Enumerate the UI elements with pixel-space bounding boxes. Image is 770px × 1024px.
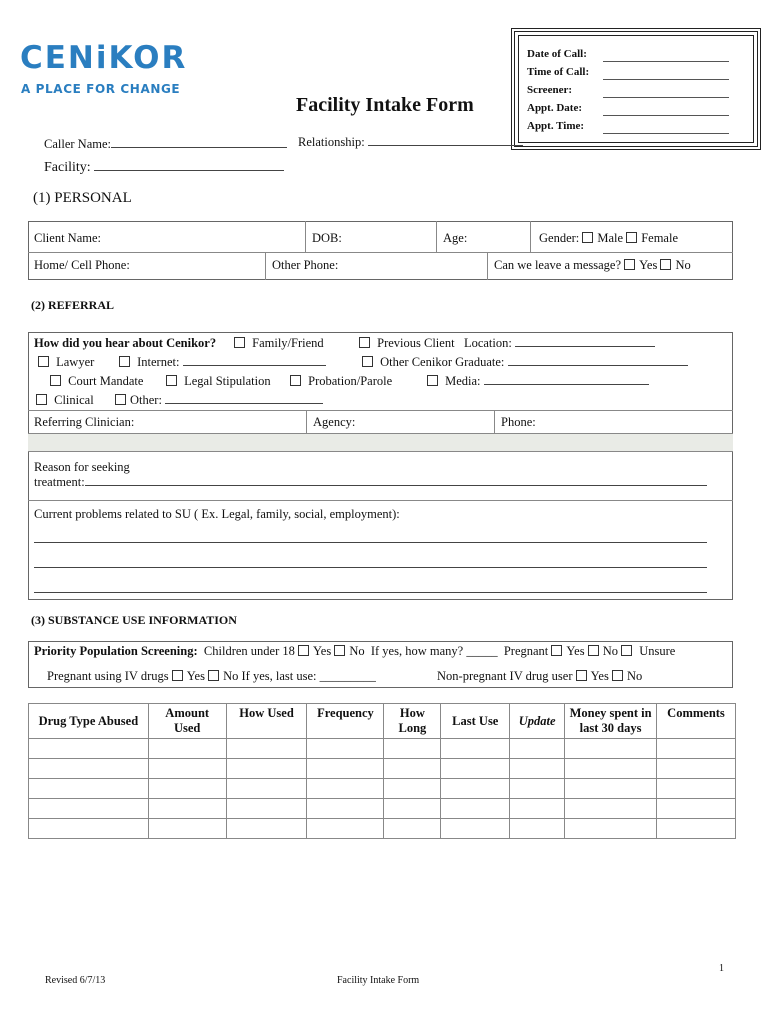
col-how-used: How Used — [226, 704, 307, 739]
no-label: No — [223, 669, 239, 683]
cell[interactable] — [307, 799, 384, 819]
col-frequency: Frequency — [307, 704, 384, 739]
cell[interactable] — [510, 819, 565, 839]
table-header — [29, 704, 736, 739]
yes-label: Yes — [639, 258, 658, 272]
probation-checkbox[interactable] — [290, 375, 301, 386]
table-row — [29, 779, 736, 799]
pregnant-label: Pregnant — [503, 644, 549, 658]
dob-label: DOB: — [312, 231, 342, 245]
reason-label: Reason for seeking — [34, 460, 130, 474]
table-row — [29, 759, 736, 779]
lawyer-label: Lawyer — [56, 355, 95, 369]
cell[interactable] — [384, 779, 441, 799]
cell[interactable] — [656, 799, 735, 819]
col-drug-type: Drug Type Abused — [29, 704, 149, 739]
cell[interactable] — [565, 739, 657, 759]
internet-checkbox[interactable] — [119, 356, 130, 367]
graduate-field[interactable] — [508, 355, 688, 366]
footer-title: Facility Intake Form — [337, 975, 420, 986]
pregnant-unsure-checkbox[interactable] — [621, 645, 632, 656]
cell[interactable] — [148, 819, 226, 839]
last-use-label: If yes, last use: _________ — [241, 669, 376, 683]
phone-label: Phone: — [501, 415, 536, 429]
col-update: Update — [510, 704, 565, 739]
facility-label: Facility: — [44, 160, 91, 175]
cell[interactable] — [226, 779, 307, 799]
graduate-label: Other Cenikor Graduate: — [380, 355, 505, 369]
preg-iv-label: Pregnant using IV drugs — [47, 669, 169, 683]
age-label: Age: — [443, 231, 468, 245]
cell[interactable] — [510, 739, 565, 759]
table-row — [29, 799, 736, 819]
logo: CENiKOR — [20, 40, 188, 76]
cell[interactable] — [226, 739, 307, 759]
cell[interactable] — [656, 819, 735, 839]
location-label: Location: — [463, 336, 512, 350]
other-field[interactable] — [165, 393, 323, 404]
pregnant-no-checkbox[interactable] — [588, 645, 599, 656]
children-label: Children under 18 — [203, 644, 295, 658]
court-label: Court Mandate — [68, 374, 144, 388]
current-problems-label: Current problems related to SU ( Ex. Legal, family, social, employment): — [34, 507, 400, 521]
call-info-box — [511, 28, 761, 150]
divider-bar — [28, 433, 733, 452]
cell[interactable] — [307, 819, 384, 839]
clinical-label: Clinical — [54, 393, 94, 407]
appt-date-label: Appt. Date: — [527, 102, 582, 114]
cell[interactable] — [148, 799, 226, 819]
agency-label: Agency: — [313, 415, 356, 429]
pregnant-yes-checkbox[interactable] — [551, 645, 562, 656]
cell[interactable] — [441, 779, 510, 799]
cell[interactable] — [148, 779, 226, 799]
appt-time-field[interactable] — [603, 124, 729, 134]
appt-time-label: Appt. Time: — [527, 120, 585, 132]
no-label: No — [602, 644, 618, 658]
male-label: Male — [597, 231, 624, 245]
legal-checkbox[interactable] — [166, 375, 177, 386]
appt-date-field[interactable] — [603, 106, 729, 116]
screener-label: Screener: — [527, 84, 572, 96]
media-checkbox[interactable] — [427, 375, 438, 386]
gender-label: Gender: — [539, 231, 580, 245]
preg-iv-no-checkbox[interactable] — [208, 670, 219, 681]
yes-label: Yes — [313, 644, 332, 658]
current-problems-line[interactable] — [34, 592, 707, 593]
cell[interactable] — [384, 819, 441, 839]
time-of-call-field[interactable] — [603, 70, 729, 80]
cell[interactable] — [510, 779, 565, 799]
probation-label: Probation/Parole — [308, 374, 393, 388]
col-how-long: How Long — [384, 704, 441, 739]
other-label: Other: — [130, 393, 162, 407]
caller-name-field[interactable] — [111, 137, 287, 148]
page-number: 1 — [719, 963, 724, 974]
cell[interactable] — [441, 739, 510, 759]
internet-label: Internet: — [137, 355, 180, 369]
cell[interactable] — [29, 819, 149, 839]
reason-label-2: treatment: — [34, 475, 85, 489]
col-money: Money spent in last 30 days — [565, 704, 657, 739]
client-name-label: Client Name: — [34, 231, 101, 245]
section-personal: (1) PERSONAL — [33, 190, 132, 206]
cell[interactable] — [656, 739, 735, 759]
cell[interactable] — [226, 759, 307, 779]
cell[interactable] — [384, 739, 441, 759]
referral-box — [28, 332, 733, 600]
cell[interactable] — [656, 779, 735, 799]
non-preg-yes-checkbox[interactable] — [576, 670, 587, 681]
unsure-label: Unsure — [639, 644, 676, 658]
referral-question: How did you hear about Cenikor? — [34, 336, 217, 350]
table-row — [29, 739, 736, 759]
revised-date: Revised 6/7/13 — [45, 975, 106, 986]
message-yes-checkbox[interactable] — [624, 259, 635, 270]
no-label: No — [626, 669, 643, 683]
clinical-checkbox[interactable] — [36, 394, 47, 405]
cell[interactable] — [384, 759, 441, 779]
lawyer-checkbox[interactable] — [38, 356, 49, 367]
cell[interactable] — [226, 799, 307, 819]
col-comments: Comments — [656, 704, 735, 739]
previous-client-checkbox[interactable] — [359, 337, 370, 348]
cell[interactable] — [384, 799, 441, 819]
female-checkbox[interactable] — [626, 232, 637, 243]
section-substance: (3) SUBSTANCE USE INFORMATION — [31, 613, 237, 627]
location-field[interactable] — [515, 336, 655, 347]
cell[interactable] — [565, 759, 657, 779]
cell[interactable] — [656, 759, 735, 779]
page-title: Facility Intake Form — [296, 94, 474, 116]
cell[interactable] — [29, 759, 149, 779]
cell[interactable] — [565, 799, 657, 819]
current-problems-line[interactable] — [34, 567, 707, 568]
current-problems-line[interactable] — [34, 542, 707, 543]
non-preg-no-checkbox[interactable] — [612, 670, 623, 681]
time-of-call-label: Time of Call: — [527, 66, 590, 78]
cell[interactable] — [441, 799, 510, 819]
clinician-label: Referring Clinician: — [34, 415, 135, 429]
no-label: No — [349, 644, 365, 658]
children-yes-checkbox[interactable] — [298, 645, 309, 656]
yes-label: Yes — [590, 669, 609, 683]
cell[interactable] — [510, 759, 565, 779]
yes-label: Yes — [186, 669, 205, 683]
no-label: No — [675, 258, 691, 272]
section-referral: (2) REFERRAL — [31, 298, 114, 312]
media-field[interactable] — [484, 374, 649, 385]
female-label: Female — [641, 231, 678, 245]
legal-label: Legal Stipulation — [184, 374, 271, 388]
screener-field[interactable] — [603, 88, 729, 98]
col-last-use: Last Use — [441, 704, 510, 739]
reason-field[interactable] — [85, 475, 707, 486]
non-preg-label: Non-pregnant IV drug user — [437, 669, 573, 683]
media-label: Media: — [445, 374, 481, 388]
previous-client-label: Previous Client — [377, 336, 455, 350]
cell[interactable] — [565, 779, 657, 799]
cell[interactable] — [307, 739, 384, 759]
cell[interactable] — [29, 739, 149, 759]
facility-field[interactable] — [94, 160, 284, 171]
cell[interactable] — [565, 819, 657, 839]
priority-label: Priority Population Screening: — [34, 644, 198, 658]
relationship-label: Relationship: — [298, 135, 365, 149]
how-many-label: If yes, how many? _____ — [370, 644, 498, 658]
cell[interactable] — [226, 819, 307, 839]
cell[interactable] — [148, 759, 226, 779]
cell[interactable] — [29, 779, 149, 799]
family-checkbox[interactable] — [234, 337, 245, 348]
cell[interactable] — [441, 819, 510, 839]
drug-table — [28, 703, 736, 839]
yes-label: Yes — [566, 644, 585, 658]
cell[interactable] — [307, 759, 384, 779]
logo-tagline: A PLACE FOR CHANGE — [21, 82, 181, 96]
cell[interactable] — [441, 759, 510, 779]
male-checkbox[interactable] — [582, 232, 593, 243]
family-label: Family/Friend — [252, 336, 324, 350]
preg-iv-yes-checkbox[interactable] — [172, 670, 183, 681]
cell[interactable] — [148, 739, 226, 759]
message-no-checkbox[interactable] — [660, 259, 671, 270]
date-of-call-field[interactable] — [603, 52, 729, 62]
table-row — [29, 819, 736, 839]
other-phone-label: Other Phone: — [272, 258, 339, 272]
internet-field[interactable] — [183, 355, 326, 366]
caller-name-label: Caller Name: — [44, 137, 111, 151]
cell[interactable] — [29, 799, 149, 819]
cell[interactable] — [307, 779, 384, 799]
date-of-call-label: Date of Call: — [527, 48, 587, 60]
home-phone-label: Home/ Cell Phone: — [34, 258, 130, 272]
children-no-checkbox[interactable] — [334, 645, 345, 656]
court-checkbox[interactable] — [50, 375, 61, 386]
relationship-field[interactable] — [368, 135, 523, 146]
cell[interactable] — [510, 799, 565, 819]
col-amount: Amount Used — [148, 704, 226, 739]
leave-message-label: Can we leave a message? — [494, 258, 622, 272]
other-checkbox[interactable] — [115, 394, 126, 405]
graduate-checkbox[interactable] — [362, 356, 373, 367]
